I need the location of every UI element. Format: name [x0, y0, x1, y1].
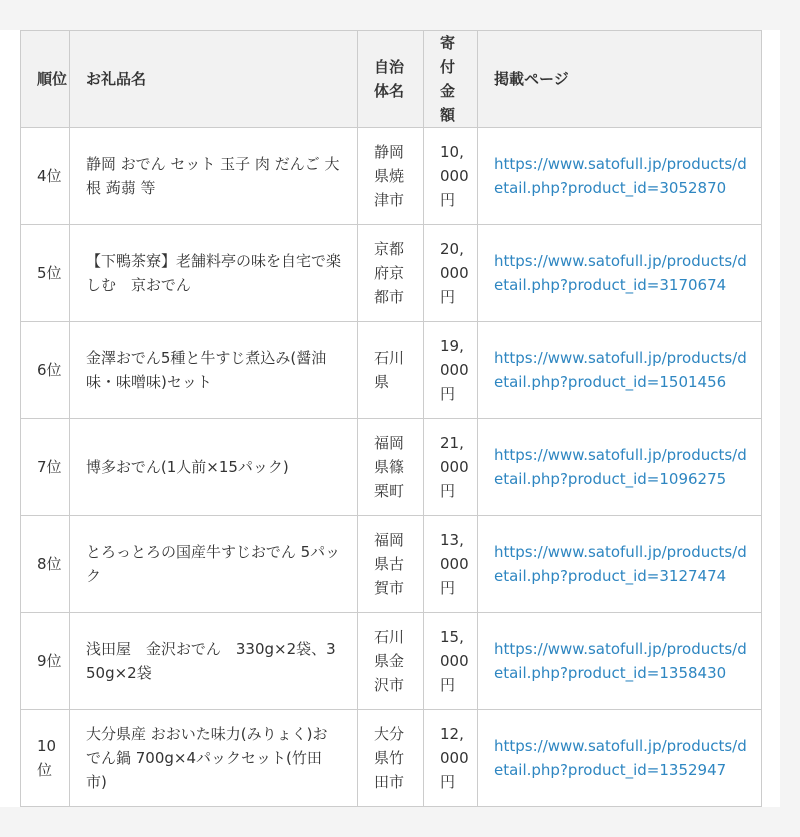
- listing-page-cell: [478, 128, 762, 225]
- table-row: [21, 613, 762, 710]
- rank-cell: 6位: [21, 322, 70, 419]
- municipality-cell: 静岡県焼津市: [358, 128, 424, 225]
- table-row: [21, 322, 762, 419]
- rank-cell: 8位: [21, 516, 70, 613]
- donation-amount-cell: 20,000円: [424, 225, 478, 322]
- header-donation-amount: 寄付金額: [424, 31, 478, 128]
- table-row: [21, 419, 762, 516]
- municipality-cell: 石川県金沢市: [358, 613, 424, 710]
- listing-page-cell: [478, 419, 762, 516]
- gift-name-cell: とろっとろの国産牛すじおでん 5パック: [70, 516, 358, 613]
- listing-page-cell: [478, 516, 762, 613]
- municipality-cell: 石川県: [358, 322, 424, 419]
- rank-cell: 9位: [21, 613, 70, 710]
- listing-page-link[interactable]: https://www.satofull.jp/products/detail.php?product_id=3127474: [494, 543, 747, 585]
- table-header-row: [21, 31, 762, 128]
- gift-name-cell: 金澤おでん5種と牛すじ煮込み(醤油味・味噌味)セット: [70, 322, 358, 419]
- listing-page-cell: [478, 225, 762, 322]
- content-card: [0, 30, 780, 807]
- listing-page-cell: [478, 710, 762, 807]
- municipality-cell: 福岡県篠栗町: [358, 419, 424, 516]
- listing-page-cell: [478, 322, 762, 419]
- donation-amount-cell: 15,000円: [424, 613, 478, 710]
- table-row: [21, 128, 762, 225]
- header-rank: 順位: [21, 31, 70, 128]
- rank-cell: 7位: [21, 419, 70, 516]
- table-row: [21, 516, 762, 613]
- listing-page-link[interactable]: https://www.satofull.jp/products/detail.php?product_id=1358430: [494, 640, 747, 682]
- municipality-cell: 京都府京都市: [358, 225, 424, 322]
- rank-cell: 5位: [21, 225, 70, 322]
- gift-name-cell: 静岡 おでん セット 玉子 肉 だんご 大根 蒟蒻 等: [70, 128, 358, 225]
- header-gift-name: お礼品名: [70, 31, 358, 128]
- listing-page-link[interactable]: https://www.satofull.jp/products/detail.php?product_id=3052870: [494, 155, 747, 197]
- table-row: [21, 710, 762, 807]
- listing-page-link[interactable]: https://www.satofull.jp/products/detail.php?product_id=1501456: [494, 349, 747, 391]
- municipality-cell: 福岡県古賀市: [358, 516, 424, 613]
- header-municipality: 自治体名: [358, 31, 424, 128]
- listing-page-link[interactable]: https://www.satofull.jp/products/detail.php?product_id=3170674: [494, 252, 747, 294]
- listing-page-link[interactable]: https://www.satofull.jp/products/detail.php?product_id=1352947: [494, 737, 747, 779]
- gift-name-cell: 【下鴨茶寮】老舗料亭の味を自宅で楽しむ 京おでん: [70, 225, 358, 322]
- table-row: [21, 225, 762, 322]
- gift-name-cell: 博多おでん(1人前×15パック): [70, 419, 358, 516]
- donation-amount-cell: 21,000円: [424, 419, 478, 516]
- gift-name-cell: 大分県産 おおいた味力(みりょく)おでん鍋 700g×4パックセット(竹田市): [70, 710, 358, 807]
- header-listing-page: 掲載ページ: [478, 31, 762, 128]
- oden-ranking-table: [20, 30, 762, 807]
- rank-cell: 10位: [21, 710, 70, 807]
- donation-amount-cell: 19,000円: [424, 322, 478, 419]
- donation-amount-cell: 12,000円: [424, 710, 478, 807]
- donation-amount-cell: 10,000円: [424, 128, 478, 225]
- donation-amount-cell: 13,000円: [424, 516, 478, 613]
- municipality-cell: 大分県竹田市: [358, 710, 424, 807]
- rank-cell: 4位: [21, 128, 70, 225]
- gift-name-cell: 浅田屋 金沢おでん 330g×2袋、350g×2袋: [70, 613, 358, 710]
- listing-page-cell: [478, 613, 762, 710]
- listing-page-link[interactable]: https://www.satofull.jp/products/detail.php?product_id=1096275: [494, 446, 747, 488]
